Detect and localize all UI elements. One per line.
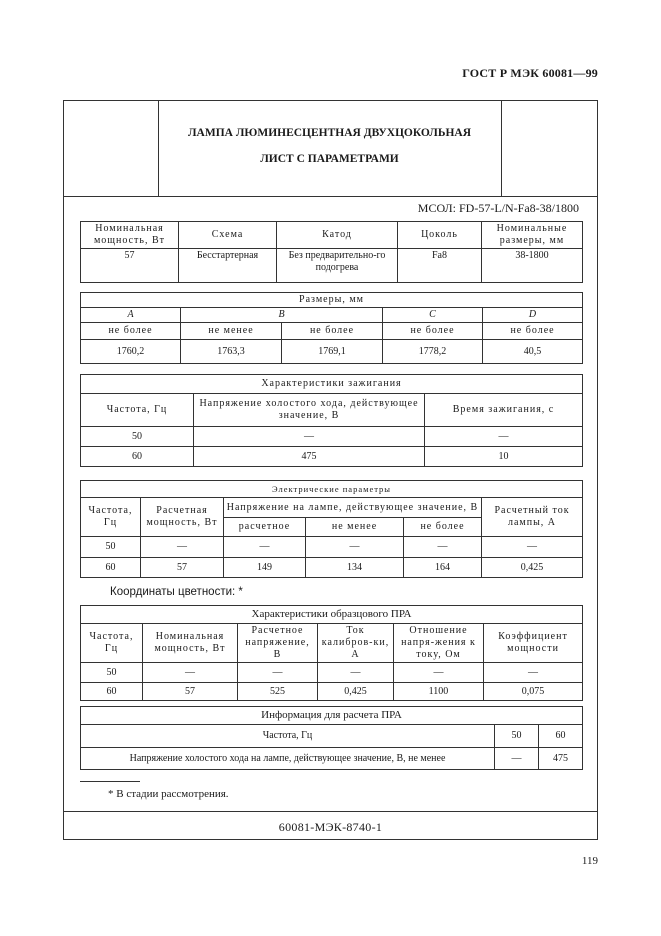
header-lamp-voltage: Напряжение на лампе, действующее значение, В: [224, 498, 482, 518]
page-number: 119: [581, 855, 598, 867]
electrical-cell: 60: [81, 558, 141, 578]
ignition-title: Характеристики зажигания: [81, 375, 583, 394]
ignition-table: [80, 374, 583, 467]
dimension-value: 1763,3: [181, 340, 282, 364]
ignition-cell: 10: [425, 447, 583, 467]
ballast-cell: —: [484, 663, 583, 683]
dimension-value: 1760,2: [81, 340, 181, 364]
header-cathode: Катод: [277, 222, 398, 249]
dimensions-table: [80, 292, 583, 364]
ballast-cell: —: [143, 663, 238, 683]
ballast-calculation-table: [80, 706, 583, 770]
dimensions-title: Размеры, мм: [81, 293, 583, 308]
ballast-cell: 57: [143, 683, 238, 701]
dimension-value: 1778,2: [383, 340, 483, 364]
document-code: 60081-МЭК-8740-1: [278, 820, 383, 834]
lamp-title: ЛАМПА ЛЮМИНЕСЦЕНТНАЯ ДВУХЦОКОЛЬНАЯ: [187, 127, 472, 139]
header-nominal-power: Номинальная мощность, Вт: [143, 624, 238, 663]
footnote: * В стадии рассмотрения.: [108, 788, 229, 800]
header-ignition-time: Время зажигания, с: [425, 394, 583, 427]
sheet-title: ЛИСТ С ПАРАМЕТРАМИ: [260, 153, 399, 165]
electrical-cell: —: [141, 537, 224, 558]
ballast-cell: 525: [238, 683, 318, 701]
limit-label: не более: [483, 323, 583, 340]
limit-label: не более: [282, 323, 383, 340]
header-nominal-power: Номинальная мощность, Вт: [81, 222, 179, 249]
header-frequency: Частота, Гц: [81, 394, 194, 427]
ignition-cell: —: [425, 427, 583, 447]
header-rated-voltage: Расчетное напряжение, В: [238, 624, 318, 663]
value-nominal-dimensions: 38-1800: [482, 249, 583, 283]
dimension-letter-c: C: [383, 308, 483, 323]
footer-divider: [64, 811, 597, 812]
header-open-circuit-voltage: Напряжение холостого хода, действующее значение, В: [194, 394, 425, 427]
electrical-cell: 164: [404, 558, 482, 578]
sheet-header: [64, 101, 597, 196]
ballast-cell: —: [318, 663, 394, 683]
limit-label: не более: [81, 323, 181, 340]
dimension-letter-d: D: [483, 308, 583, 323]
msol-designation: МСОЛ: FD-57-L/N-Fa8-38/1800: [417, 201, 579, 215]
header-divider-right: [501, 101, 502, 196]
dimension-letter-b: B: [181, 308, 383, 323]
ballast-cell: 50: [81, 663, 143, 683]
calc-cell: 475: [539, 748, 583, 770]
dimension-letter-a: A: [81, 308, 181, 323]
electrical-cell: 50: [81, 537, 141, 558]
value-cap: Fa8: [398, 249, 482, 283]
electrical-cell: —: [224, 537, 306, 558]
reference-ballast-table: [80, 605, 583, 701]
reference-ballast-title: Характеристики образцового ПРА: [81, 606, 583, 624]
footnote-separator: [80, 781, 140, 782]
ballast-cell: 0,425: [318, 683, 394, 701]
header-voltage-current-ratio: Отношение напря-жения к току, Ом: [394, 624, 484, 663]
electrical-cell: 0,425: [482, 558, 583, 578]
header-frequency: Частота, Гц: [81, 498, 141, 537]
calc-row-label: Частота, Гц: [81, 725, 495, 748]
value-nominal-power: 57: [81, 249, 179, 283]
ignition-cell: 475: [194, 447, 425, 467]
header-nominal-dimensions: Номинальные размеры, мм: [482, 222, 583, 249]
header-calibration-current: Ток калибров-ки, А: [318, 624, 394, 663]
value-scheme: Бесстартерная: [179, 249, 277, 283]
ignition-cell: 50: [81, 427, 194, 447]
value-cathode: Без предварительно-го подогрева: [277, 249, 398, 283]
ballast-cell: —: [394, 663, 484, 683]
electrical-cell: 134: [306, 558, 404, 578]
calc-cell: 50: [495, 725, 539, 748]
ballast-cell: 60: [81, 683, 143, 701]
header-power-factor: Коэффициент мощности: [484, 624, 583, 663]
ballast-cell: 1100: [394, 683, 484, 701]
voltage-sub-header: не более: [404, 518, 482, 537]
parameter-sheet-frame: [63, 100, 598, 840]
header-cap: Цоколь: [398, 222, 482, 249]
header-bottom-line: [64, 196, 597, 197]
voltage-sub-header: не менее: [306, 518, 404, 537]
ballast-calculation-title: Информация для расчета ПРА: [81, 707, 583, 725]
dimension-value: 1769,1: [282, 340, 383, 364]
electrical-cell: —: [306, 537, 404, 558]
header-scheme: Схема: [179, 222, 277, 249]
ignition-cell: 60: [81, 447, 194, 467]
calc-cell: —: [495, 748, 539, 770]
general-table: [80, 221, 583, 283]
ballast-cell: —: [238, 663, 318, 683]
electrical-parameters-table: [80, 480, 583, 578]
limit-label: не более: [383, 323, 483, 340]
electrical-cell: —: [404, 537, 482, 558]
header-divider-left: [158, 101, 159, 196]
electrical-cell: 149: [224, 558, 306, 578]
header-frequency: Частота, Гц: [81, 624, 143, 663]
ignition-cell: —: [194, 427, 425, 447]
header-lamp-current: Расчетный ток лампы, А: [482, 498, 583, 537]
electrical-cell: —: [482, 537, 583, 558]
calc-cell: 60: [539, 725, 583, 748]
standard-code: ГОСТ Р МЭК 60081—99: [462, 66, 598, 80]
chromaticity-coordinates-label: Координаты цветности: *: [110, 586, 243, 598]
header-rated-power: Расчетная мощность, Вт: [141, 498, 224, 537]
dimension-value: 40,5: [483, 340, 583, 364]
electrical-title: Электрические параметры: [81, 481, 583, 498]
ballast-cell: 0,075: [484, 683, 583, 701]
voltage-sub-header: расчетное: [224, 518, 306, 537]
limit-label: не менее: [181, 323, 282, 340]
electrical-cell: 57: [141, 558, 224, 578]
calc-row-label: Напряжение холостого хода на лампе, действующее значение, В, не менее: [81, 748, 495, 770]
